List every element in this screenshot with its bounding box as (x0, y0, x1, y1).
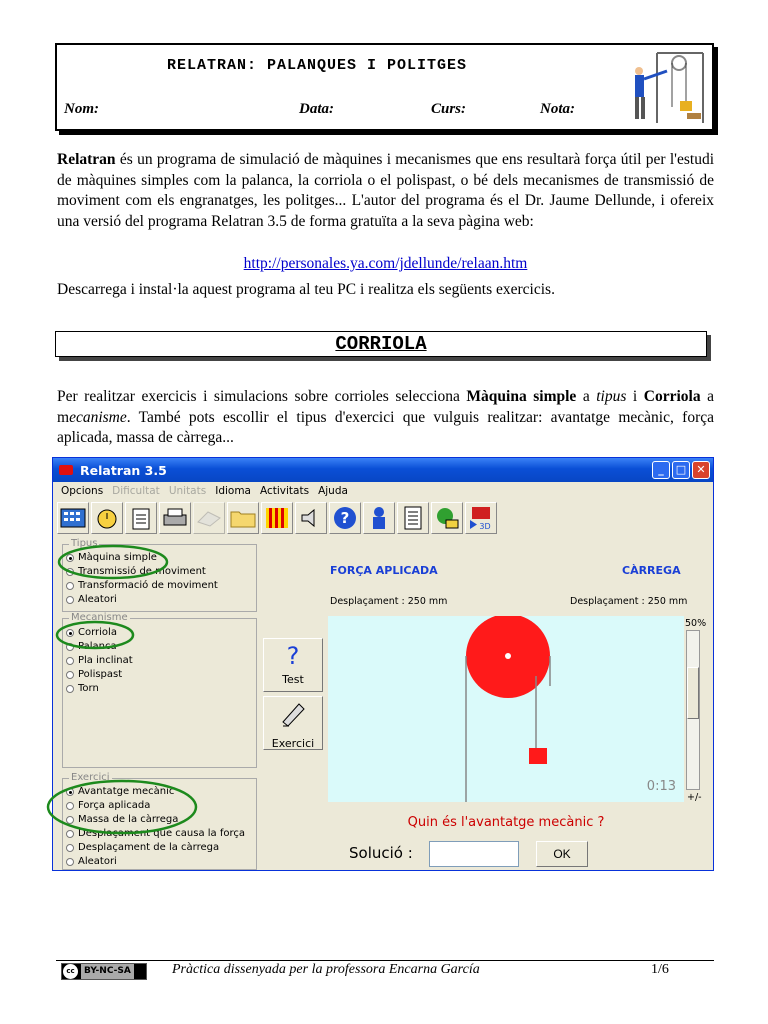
window-title: Relatran 3.5 (80, 462, 167, 478)
radio-corriola[interactable] (63, 626, 256, 640)
radio-label: Aleatori (78, 856, 117, 867)
radio-indicator (66, 830, 74, 838)
radio-polispast[interactable] (63, 668, 256, 682)
group-mecanisme-label: Mecanisme (71, 612, 128, 623)
relatran-window (52, 457, 714, 871)
scroll-percent: 50% (685, 618, 707, 629)
cc-license-badge (61, 963, 147, 980)
section-title: CORRIOLA (335, 333, 427, 355)
radio-desplacament-forca[interactable] (63, 827, 256, 841)
scale-scrollbar[interactable] (686, 630, 700, 790)
load-displacement: Desplaçament : 250 mm (570, 596, 688, 607)
simulation-canvas (328, 616, 684, 802)
radio-indicator (66, 671, 74, 679)
test-button-label: Test (282, 673, 304, 686)
user-icon[interactable] (363, 502, 395, 534)
instr-bold-maquina: Màquina simple (466, 388, 577, 405)
menu-item-opcions[interactable]: Opcions (61, 485, 104, 497)
radio-indicator (66, 858, 74, 866)
radio-pla-inclinat[interactable] (63, 654, 256, 668)
instr-text-2: a (576, 388, 597, 405)
link-line (57, 254, 714, 274)
menu-item-ajuda[interactable]: Ajuda (318, 485, 348, 497)
worksheet-header (55, 43, 714, 131)
printer-icon[interactable] (159, 502, 191, 534)
intro-text: és un programa de simulació de màquines i mecanismes que ens resultarà força útil per l'estudi de màquines simples com la palanca, la corriola o el polispast, o bé dels mecanismes de transmissió de moviment com els engranatges, les politges... L'autor del programa és el Dr. Jaume Dellunde, i ofereix una versió del programa Relatran 3.5 de forma gratuïta a la seva pàgina web: (57, 151, 714, 230)
solution-label: Solució : (349, 844, 413, 862)
window-controls (652, 461, 710, 479)
app-logo-icon (59, 465, 73, 475)
footer-credit: Pràctica dissenyada per la professora Encarna García (172, 962, 480, 977)
menu-item-unitats: Unitats (168, 485, 207, 497)
pulley-illustration (617, 49, 709, 127)
document-icon[interactable] (397, 502, 429, 534)
field-data: Data: (299, 101, 334, 117)
instr-text-3: i (626, 388, 644, 405)
catalan-flag-icon[interactable] (261, 502, 293, 534)
play-3d-icon[interactable] (465, 502, 497, 534)
menu-item-idioma[interactable]: Idioma (215, 485, 251, 497)
instr-bold-corriola: Corriola (643, 388, 701, 405)
pulley-diagram (328, 616, 684, 802)
calculator-icon[interactable] (57, 502, 89, 534)
field-curs: Curs: (431, 101, 467, 117)
maximize-icon[interactable]: □ (672, 461, 690, 479)
radio-label: Transformació de moviment (78, 580, 218, 591)
group-mecanisme (62, 612, 257, 768)
instructions-paragraph (57, 387, 714, 449)
svg-text:3D: 3D (479, 522, 491, 531)
page-number: 1/6 (651, 962, 669, 977)
radio-label: Força aplicada (78, 800, 151, 811)
force-label: FORÇA APLICADA (330, 564, 438, 577)
radio-indicator (66, 657, 74, 665)
globe-phone-icon[interactable] (431, 502, 463, 534)
cc-logo-icon: cc (63, 964, 78, 979)
menu-item-dificultat: Dificultat (112, 485, 160, 497)
radio-label: Desplaçament de la càrrega (78, 842, 220, 853)
speaker-icon[interactable] (295, 502, 327, 534)
exercici-button-label: Exercici (271, 737, 315, 750)
eraser-icon[interactable] (193, 502, 225, 534)
timer: 0:13 (646, 779, 676, 794)
group-tipus-label: Tipus (71, 538, 98, 549)
intro-bold-word: Relatran (57, 151, 116, 168)
svg-text:?: ? (340, 509, 350, 527)
scroll-plus-minus: +/- (687, 792, 702, 803)
radio-label: Palanca (78, 641, 117, 652)
radio-indicator (66, 844, 74, 852)
intro-paragraph (57, 150, 714, 232)
menu-bar (53, 482, 713, 500)
radio-label: Corriola (78, 627, 117, 638)
writing-hand-icon (264, 697, 322, 737)
question-mark-icon: ? (286, 642, 300, 670)
group-tipus (62, 538, 257, 612)
radio-forca-aplicada[interactable] (63, 799, 256, 813)
radio-indicator (66, 582, 74, 590)
scrollbar-thumb[interactable] (687, 667, 699, 719)
radio-indicator (66, 568, 74, 576)
download-link[interactable]: http://personales.ya.com/jdellunde/relaan.htm (243, 255, 528, 272)
field-nota: Nota: (540, 101, 575, 117)
instr-text-4: a m (57, 388, 714, 426)
radio-indicator (66, 643, 74, 651)
window-titlebar (53, 458, 713, 482)
radio-indicator (66, 685, 74, 693)
radio-label: Aleatori (78, 594, 117, 605)
radio-massa-carrega[interactable] (63, 813, 256, 827)
radio-indicator (66, 816, 74, 824)
toolbar (57, 502, 497, 536)
stopwatch-icon[interactable] (91, 502, 123, 534)
worksheet-title: RELATRAN: PALANQUES I POLITGES (167, 57, 468, 74)
clipboard-icon[interactable] (125, 502, 157, 534)
minimize-icon[interactable]: _ (652, 461, 670, 479)
instr-text-5: . També pots escollir el tipus d'exercici que vulguis realitzar: avantatge mecànic, força aplicada, massa de càrrega... (57, 408, 714, 446)
section-header (55, 331, 707, 357)
radio-torn[interactable] (63, 682, 256, 696)
radio-palanca[interactable] (63, 640, 256, 654)
radio-transformacio[interactable] (63, 579, 256, 593)
folder-icon[interactable] (227, 502, 259, 534)
radio-label: Avantatge mecànic (78, 786, 175, 797)
radio-exercici-aleatori[interactable] (63, 855, 256, 869)
radio-selected-indicator (66, 554, 74, 562)
question-text: Quin és l'avantatge mecànic ? (407, 815, 605, 830)
ok-button[interactable]: OK (536, 841, 588, 867)
download-paragraph: Descarrega i instal·la aquest programa al teu PC i realitza els següents exercicis. (57, 281, 555, 298)
close-icon[interactable]: ✕ (692, 461, 710, 479)
footer-rule (56, 960, 714, 961)
group-exercici-label: Exercici (71, 772, 110, 783)
radio-indicator (66, 596, 74, 604)
test-button[interactable] (263, 638, 323, 692)
radio-label: Massa de la càrrega (78, 814, 179, 825)
radio-label: Polispast (78, 669, 123, 680)
radio-label: Torn (78, 683, 99, 694)
radio-selected-indicator (66, 629, 74, 637)
instr-italic-tipus: tipus (596, 388, 627, 405)
load-label: CÀRREGA (622, 564, 681, 577)
instr-text-1: Per realitzar exercicis i simulacions sobre corrioles selecciona (57, 388, 467, 405)
radio-transmissio[interactable] (63, 565, 256, 579)
radio-label: Pla inclinat (78, 655, 133, 666)
help-icon[interactable] (329, 502, 361, 534)
instr-italic-mecanisme: ecanisme (69, 408, 127, 426)
radio-desplacament-carrega[interactable] (63, 841, 256, 855)
group-exercici (62, 772, 257, 870)
radio-selected-indicator (66, 788, 74, 796)
radio-label: Transmissió de moviment (78, 566, 206, 577)
radio-indicator (66, 802, 74, 810)
license-text: BY-NC-SA (81, 964, 134, 979)
exercici-button[interactable] (263, 696, 323, 750)
radio-label: Màquina simple (78, 552, 157, 563)
force-displacement: Desplaçament : 250 mm (330, 596, 448, 607)
solution-input[interactable] (429, 841, 519, 867)
radio-label: Desplaçament que causa la força (78, 828, 246, 839)
radio-tipus-aleatori[interactable] (63, 593, 256, 607)
radio-avantatge-mecanic[interactable] (63, 785, 256, 799)
radio-maquina-simple[interactable] (63, 551, 256, 565)
field-nom: Nom: (64, 101, 99, 117)
menu-item-activitats[interactable]: Activitats (259, 485, 310, 497)
